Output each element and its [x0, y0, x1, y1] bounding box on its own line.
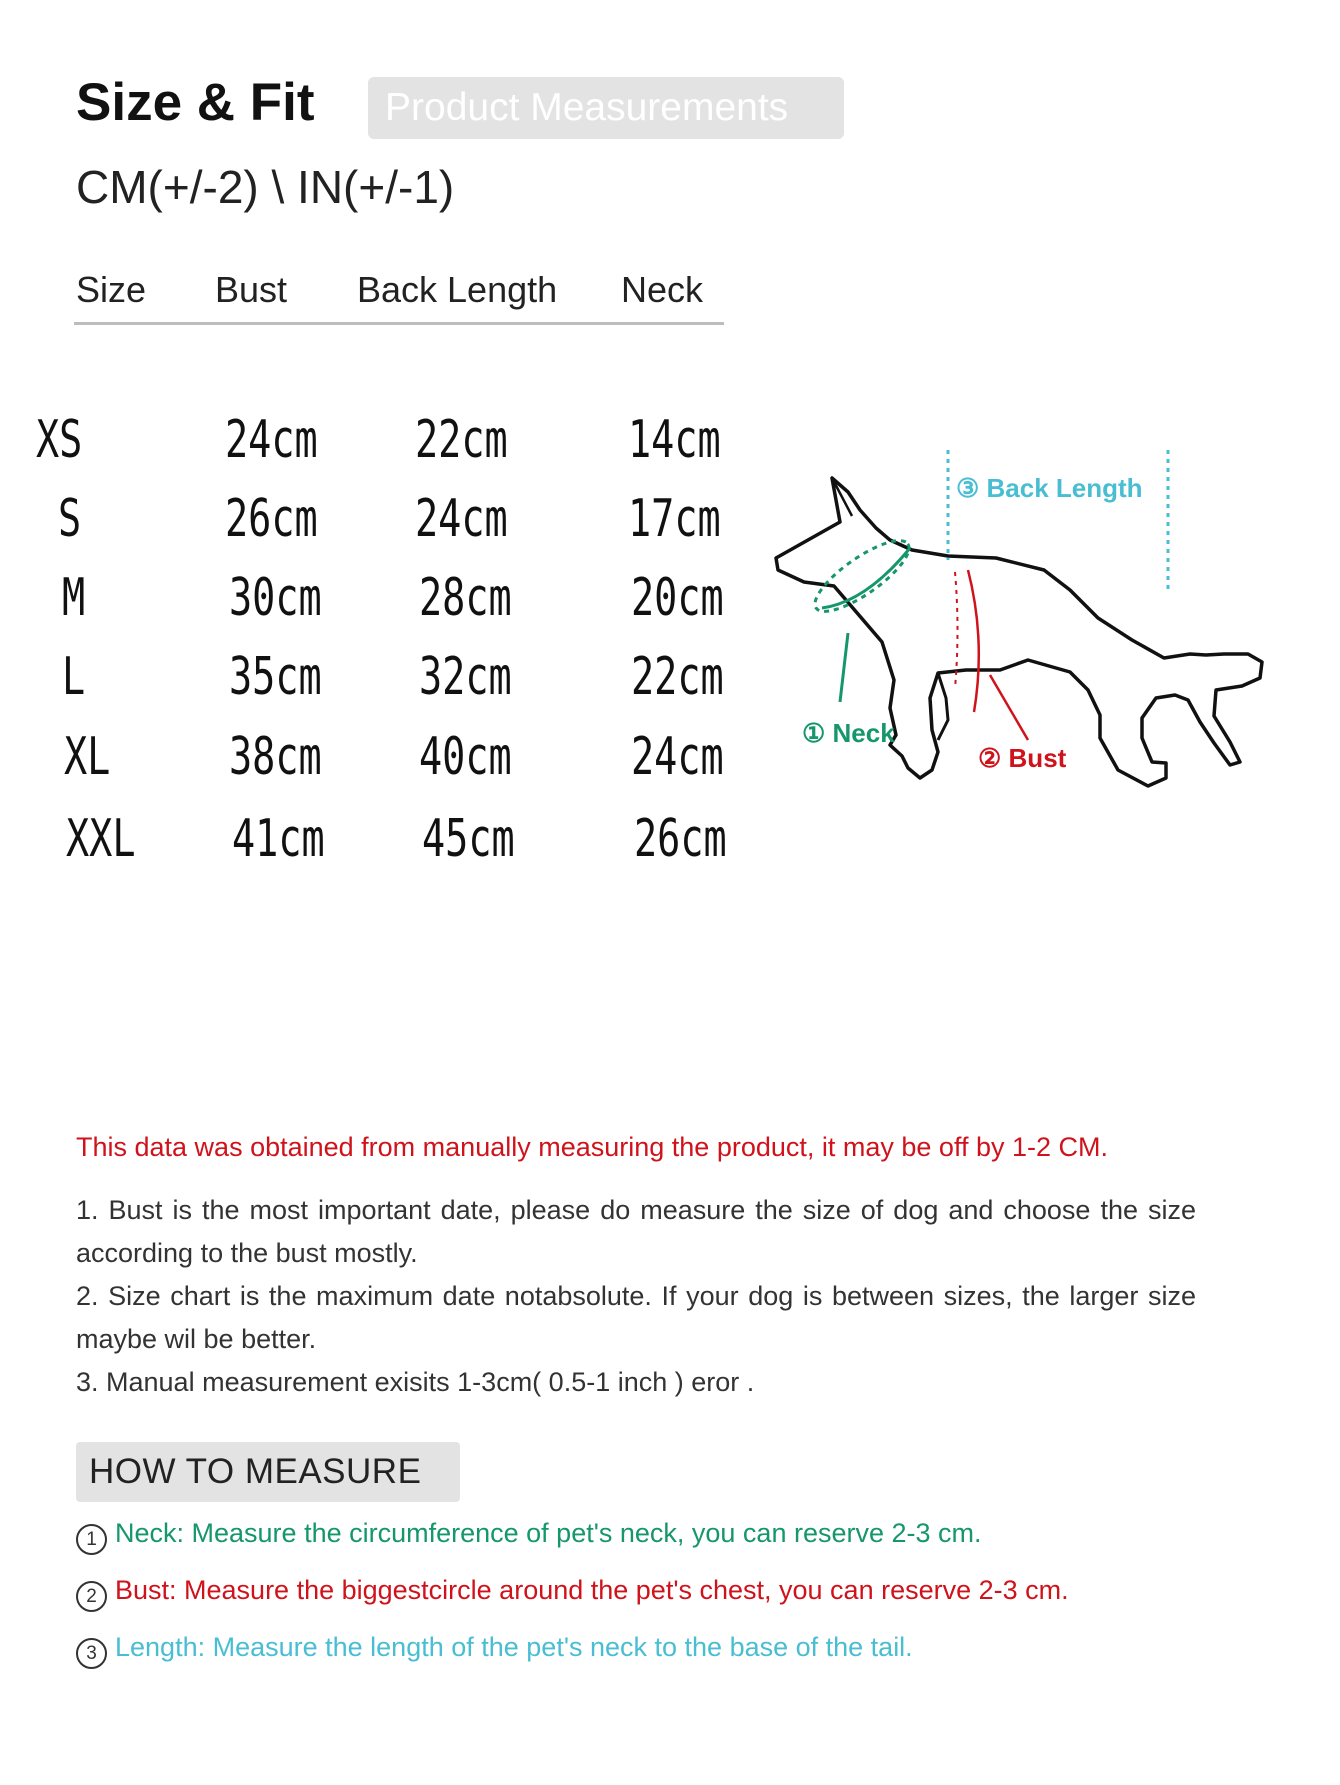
- note-item: 3. Manual measurement exisits 1-3cm( 0.5-1 inch ) eror .: [76, 1367, 755, 1397]
- neck-cell: 20cm: [631, 568, 724, 628]
- neck-pointer-line: [840, 633, 848, 702]
- measure-item-length: [76, 1632, 913, 1669]
- column-header-neck: Neck: [621, 269, 704, 310]
- dog-leg-line: [938, 673, 948, 740]
- size-cell: M: [62, 568, 86, 628]
- number-3-icon: 3: [76, 1638, 107, 1669]
- tolerance-note: CM(+/-2) \ IN(+/-1): [76, 161, 455, 213]
- page-title: Size & Fit: [76, 73, 315, 132]
- neck-cell: 14cm: [628, 410, 721, 470]
- neck-cell: 24cm: [631, 727, 724, 787]
- dog-measurement-diagram: [770, 440, 1270, 840]
- bust-cell: 35cm: [229, 647, 322, 707]
- size-cell: XS: [36, 410, 83, 470]
- back-length-label: ③ Back Length: [956, 473, 1143, 503]
- number-2-icon: 2: [76, 1581, 107, 1612]
- bust-cell: 38cm: [229, 727, 322, 787]
- back-length-cell: 22cm: [415, 410, 508, 470]
- measure-item-neck: [76, 1518, 982, 1555]
- back-length-cell: 45cm: [422, 809, 515, 869]
- notes-list: [76, 1189, 1196, 1404]
- neck-cell: 26cm: [634, 809, 727, 869]
- number-1-icon: 1: [76, 1524, 107, 1555]
- back-length-cell: 40cm: [419, 727, 512, 787]
- column-header-size: Size: [76, 269, 147, 310]
- back-length-cell: 32cm: [419, 647, 512, 707]
- bust-pointer-line: [990, 675, 1028, 740]
- column-header-bust: Bust: [215, 269, 288, 310]
- bust-cell: 24cm: [225, 410, 318, 470]
- size-cell: XXL: [66, 809, 136, 869]
- neck-label: ① Neck: [802, 718, 895, 748]
- bust-cell: 26cm: [225, 489, 318, 549]
- neck-cell: 17cm: [628, 489, 721, 549]
- size-cell: S: [58, 489, 82, 549]
- back-length-cell: 24cm: [415, 489, 508, 549]
- size-cell: XL: [64, 727, 111, 787]
- neck-cell: 22cm: [631, 647, 724, 707]
- disclaimer-note: This data was obtained from manually measuring the product, it may be off by 1-2 CM.: [76, 1132, 1108, 1162]
- size-cell: L: [62, 647, 86, 707]
- bust-label: ② Bust: [978, 743, 1067, 773]
- note-item: 2. Size chart is the maximum date notabsolute. If your dog is between sizes, the larger size maybe wil be better.: [76, 1281, 1196, 1354]
- header-divider: [74, 322, 724, 325]
- measure-item-text: Bust: Measure the biggestcircle around the pet's chest, you can reserve 2-3 cm.: [115, 1575, 1069, 1605]
- how-to-measure-heading: HOW TO MEASURE: [76, 1442, 460, 1502]
- measure-item-text: Length: Measure the length of the pet's neck to the base of the tail.: [115, 1632, 913, 1662]
- back-length-cell: 28cm: [419, 568, 512, 628]
- bust-cell: 30cm: [229, 568, 322, 628]
- column-header-back-length: Back Length: [357, 269, 558, 310]
- measure-item-bust: [76, 1575, 1069, 1612]
- product-measurements-badge: Product Measurements: [368, 77, 844, 139]
- bust-cell: 41cm: [232, 809, 325, 869]
- measure-item-text: Neck: Measure the circumference of pet's neck, you can reserve 2-3 cm.: [115, 1518, 982, 1548]
- note-item: 1. Bust is the most important date, please do measure the size of dog and choose the size according to the bust mostly.: [76, 1195, 1196, 1268]
